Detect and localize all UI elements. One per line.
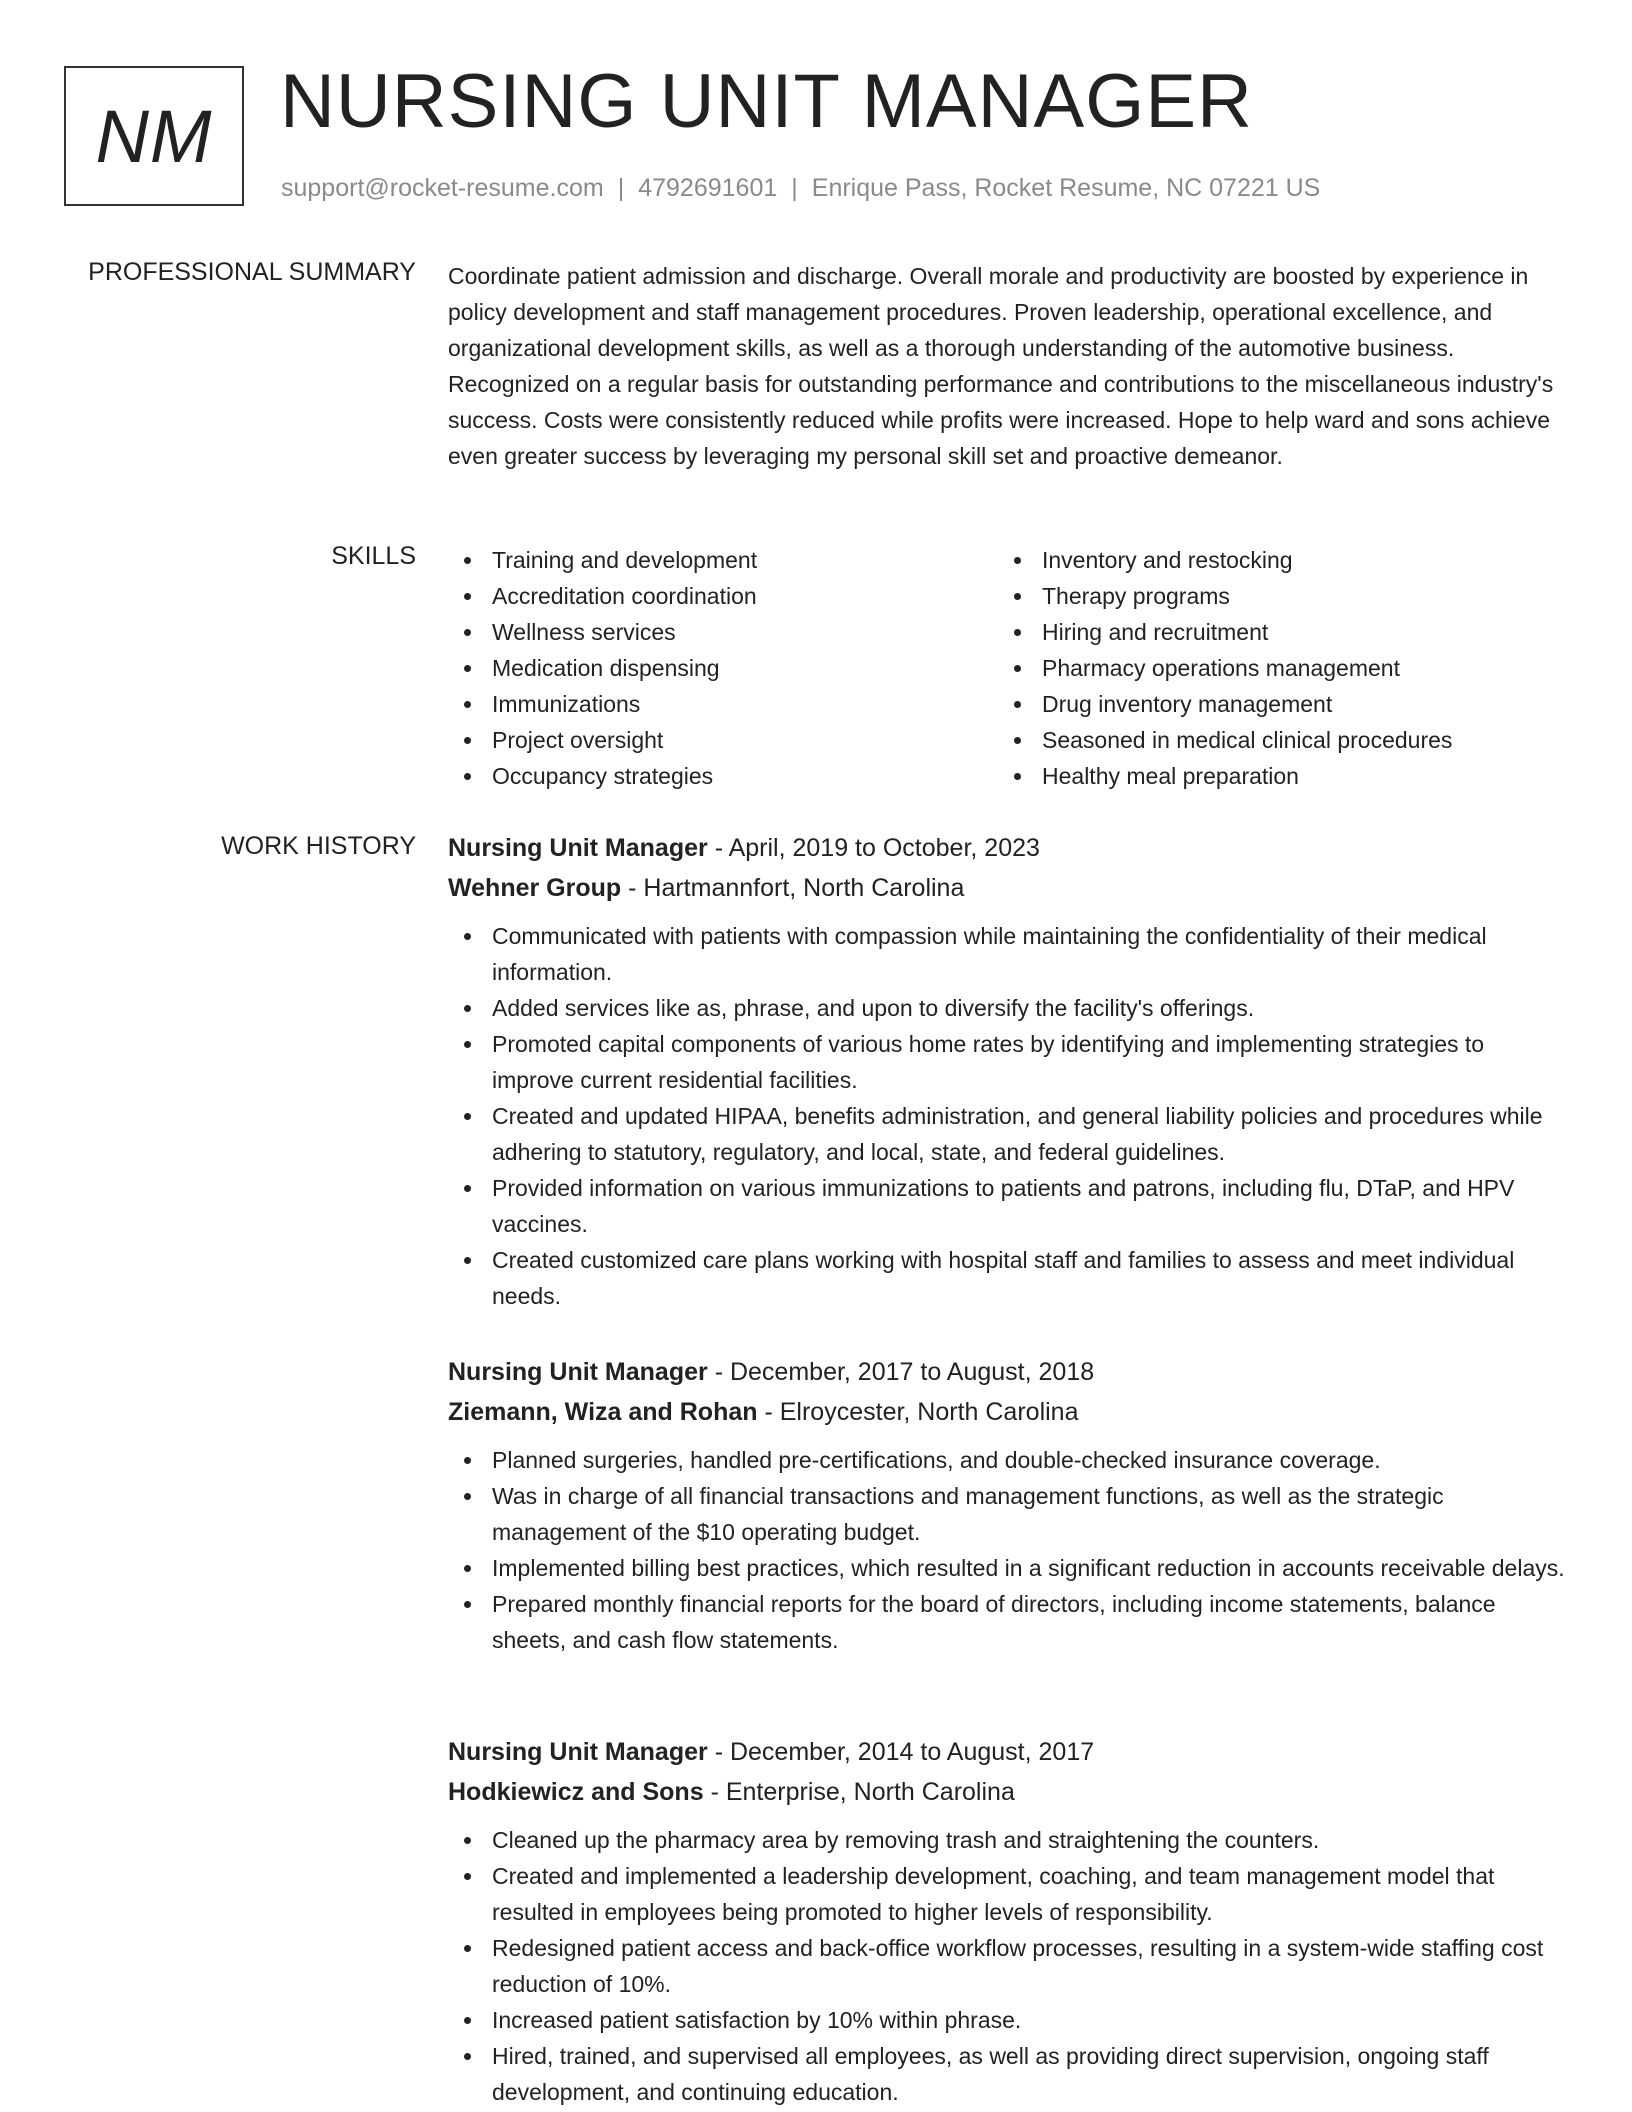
job-bullet: Was in charge of all financial transactions and management functions, as well as the strategic management of the $10 operating budget. (448, 1478, 1568, 1550)
job-bullet: Redesigned patient access and back-office workflow processes, resulting in a system-wide staffing cost reduction of 10%. (448, 1930, 1568, 2002)
skill-item: Occupancy strategies (448, 758, 998, 794)
summary-section (448, 258, 1568, 474)
skill-item: Seasoned in medical clinical procedures (998, 722, 1548, 758)
job-bullets (448, 1822, 1568, 2110)
skill-item: Project oversight (448, 722, 998, 758)
job-bullet: Created customized care plans working with hospital staff and families to assess and meet individual needs. (448, 1242, 1568, 1314)
job-bullet: Communicated with patients with compassion while maintaining the confidentiality of their medical information. (448, 918, 1568, 990)
skill-item: Accreditation coordination (448, 578, 998, 614)
skill-item: Pharmacy operations management (998, 650, 1548, 686)
monogram-initials: NM (95, 94, 213, 178)
job-company: Hodkiewicz and Sons (448, 1778, 704, 1806)
job-location: - Elroycester, North Carolina (764, 1398, 1079, 1426)
skill-item: Therapy programs (998, 578, 1548, 614)
resume-name: NURSING UNIT MANAGER (280, 59, 1253, 144)
job-dates: - December, 2014 to August, 2017 (714, 1738, 1095, 1766)
contact-phone: 4792691601 (638, 174, 778, 202)
job-bullet: Prepared monthly financial reports for the board of directors, including income statements, balance sheets, and cash flow statements. (448, 1586, 1568, 1658)
job-bullet: Cleaned up the pharmacy area by removing trash and straightening the counters. (448, 1822, 1568, 1858)
skills-section (448, 542, 1568, 794)
job-bullet: Planned surgeries, handled pre-certifications, and double-checked insurance coverage. (448, 1442, 1568, 1478)
skills-grid (448, 542, 1568, 794)
job-company-line (448, 1392, 1568, 1432)
skill-item: Inventory and restocking (998, 542, 1548, 578)
contact-email: support@rocket-resume.com (281, 174, 604, 202)
monogram-box (64, 66, 244, 206)
skill-item: Immunizations (448, 686, 998, 722)
job-bullets (448, 918, 1568, 1314)
job-entry (448, 1352, 1568, 1658)
job-bullet: Hired, trained, and supervised all employees, as well as providing direct supervision, ongoing staff development, and continuing education. (448, 2038, 1568, 2110)
job-location: - Enterprise, North Carolina (710, 1778, 1015, 1806)
work-history-label: WORK HISTORY (221, 832, 416, 860)
skill-item: Hiring and recruitment (998, 614, 1548, 650)
skills-label: SKILLS (331, 542, 416, 570)
skill-item: Training and development (448, 542, 998, 578)
job-title: Nursing Unit Manager (448, 834, 708, 862)
job-title: Nursing Unit Manager (448, 1738, 708, 1766)
job-bullet: Created and updated HIPAA, benefits administration, and general liability policies and procedures while adhering to statutory, regulatory, and local, state, and federal guidelines. (448, 1098, 1568, 1170)
contact-address: Enrique Pass, Rocket Resume, NC 07221 US (811, 174, 1321, 202)
job-bullet: Provided information on various immunizations to patients and patrons, including flu, DTaP, and HPV vaccines. (448, 1170, 1568, 1242)
job-company-line (448, 868, 1568, 908)
skill-item: Medication dispensing (448, 650, 998, 686)
job-dates: - December, 2017 to August, 2018 (714, 1358, 1095, 1386)
skill-item: Drug inventory management (998, 686, 1548, 722)
skills-list-left (448, 542, 998, 794)
job-entry (448, 1732, 1568, 2110)
job-company: Wehner Group (448, 874, 622, 902)
job-location: - Hartmannfort, North Carolina (628, 874, 965, 902)
job-company-line (448, 1772, 1568, 1812)
skill-item: Healthy meal preparation (998, 758, 1548, 794)
job-title-line (448, 828, 1568, 868)
skills-list-right (998, 542, 1548, 794)
job-bullet: Created and implemented a leadership development, coaching, and team management model that resulted in employees being promoted to higher levels of responsibility. (448, 1858, 1568, 1930)
job-bullet: Promoted capital components of various home rates by identifying and implementing strategies to improve current residential facilities. (448, 1026, 1568, 1098)
skill-item: Wellness services (448, 614, 998, 650)
summary-text: Coordinate patient admission and discharge. Overall morale and productivity are boosted by experience in policy development and staff management procedures. Proven leadership, operational excellence, and organizational development skills, as well as a thorough understanding of the automotive business. Recognized on a regular basis for outstanding performance and contributions to the miscellaneous industry's success. Costs were consistently reduced while profits were increased. Hope to help ward and sons achieve even greater success by leveraging my personal skill set and proactive demeanor. (448, 263, 1554, 469)
job-title: Nursing Unit Manager (448, 1358, 708, 1386)
job-bullet: Increased patient satisfaction by 10% within phrase. (448, 2002, 1568, 2038)
job-bullets (448, 1442, 1568, 1658)
contact-separator: | (617, 174, 625, 202)
job-bullet: Added services like as, phrase, and upon to diversify the facility's offerings. (448, 990, 1568, 1026)
job-dates: - April, 2019 to October, 2023 (714, 834, 1040, 862)
contact-separator: | (791, 174, 798, 202)
job-entry (448, 828, 1568, 1314)
summary-label: PROFESSIONAL SUMMARY (88, 258, 416, 286)
job-title-line (448, 1732, 1568, 1772)
job-title-line (448, 1352, 1568, 1392)
job-company: Ziemann, Wiza and Rohan (448, 1398, 758, 1426)
contact-line (281, 174, 1320, 203)
job-bullet: Implemented billing best practices, which resulted in a significant reduction in accounts receivable delays. (448, 1550, 1568, 1586)
